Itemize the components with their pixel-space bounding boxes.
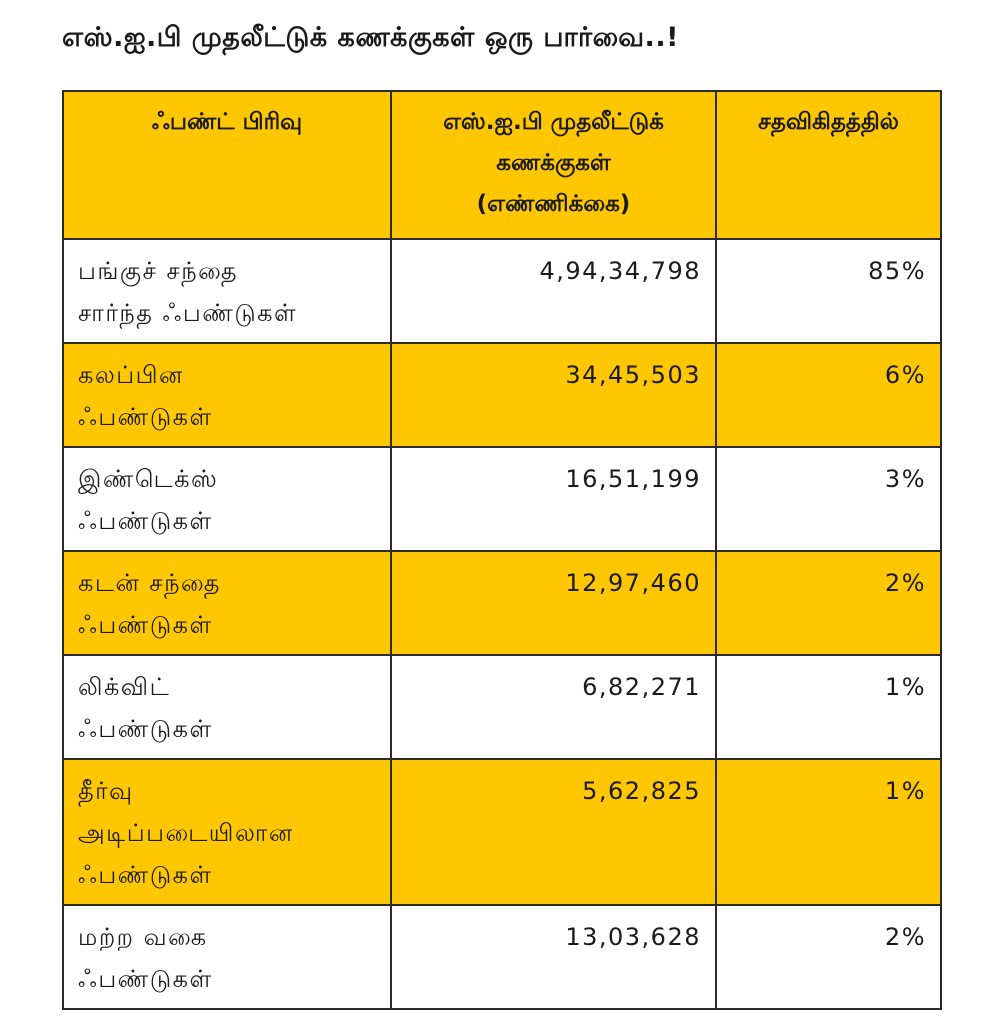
table-row — [63, 343, 941, 447]
accounts-count-cell: 6,82,271 — [391, 655, 716, 759]
fund-category-cell: கலப்பின ஃபண்டுகள் — [63, 343, 391, 447]
fund-category-cell: லிக்விட் ஃபண்டுகள் — [63, 655, 391, 759]
fund-category-cell: கடன் சந்தை ஃபண்டுகள் — [63, 551, 391, 655]
percentage-cell: 6% — [716, 343, 941, 447]
table-row — [63, 551, 941, 655]
sip-accounts-table — [62, 90, 942, 1010]
table-row — [63, 759, 941, 905]
percentage-cell: 2% — [716, 905, 941, 1009]
header-sip-accounts-count: எஸ்.ஐ.பி முதலீட்டுக் கணக்குகள் (எண்ணிக்கை) — [391, 91, 716, 239]
accounts-count-cell: 13,03,628 — [391, 905, 716, 1009]
percentage-cell: 1% — [716, 759, 941, 905]
percentage-cell: 3% — [716, 447, 941, 551]
table-row — [63, 239, 941, 343]
accounts-count-cell: 12,97,460 — [391, 551, 716, 655]
accounts-count-cell: 34,45,503 — [391, 343, 716, 447]
accounts-count-cell: 4,94,34,798 — [391, 239, 716, 343]
percentage-cell: 1% — [716, 655, 941, 759]
header-percentage: சதவிகிதத்தில் — [716, 91, 941, 239]
table-header-row — [63, 91, 941, 239]
percentage-cell: 2% — [716, 551, 941, 655]
table-row — [63, 447, 941, 551]
accounts-count-cell: 16,51,199 — [391, 447, 716, 551]
fund-category-cell: இண்டெக்ஸ் ஃபண்டுகள் — [63, 447, 391, 551]
percentage-cell: 85% — [716, 239, 941, 343]
table-row — [63, 905, 941, 1009]
table-row — [63, 655, 941, 759]
fund-category-cell: மற்ற வகை ஃபண்டுகள் — [63, 905, 391, 1009]
page-title: எஸ்.ஐ.பி முதலீட்டுக் கணக்குகள் ஒரு பார்வை..! — [62, 22, 679, 53]
header-fund-category: ஃபண்ட் பிரிவு — [63, 91, 391, 239]
accounts-count-cell: 5,62,825 — [391, 759, 716, 905]
fund-category-cell: பங்குச் சந்தை சார்ந்த ஃபண்டுகள் — [63, 239, 391, 343]
fund-category-cell: தீர்வு அடிப்படையிலான ஃபண்டுகள் — [63, 759, 391, 905]
